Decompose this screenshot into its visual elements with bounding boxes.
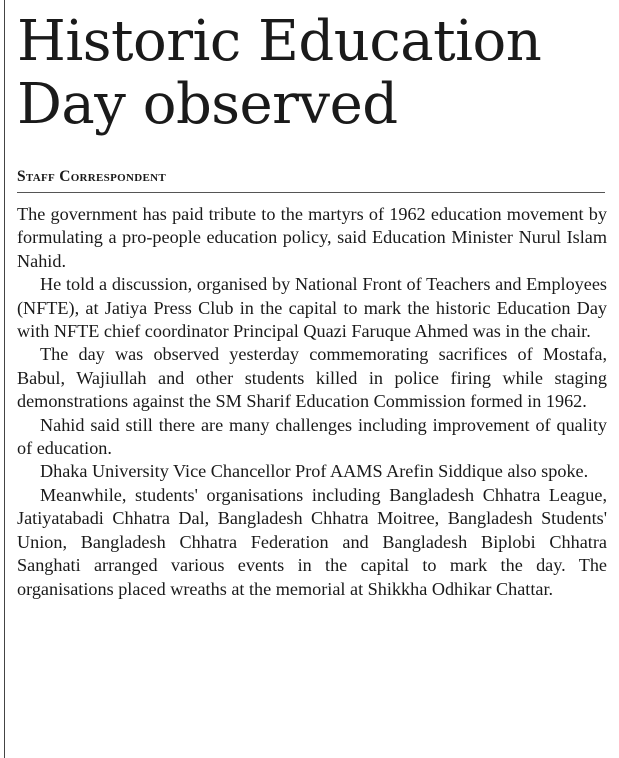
article — [17, 10, 607, 601]
column-divider — [4, 0, 5, 758]
headline — [17, 10, 607, 136]
paragraph-6: Meanwhile, students' organisations including Bangladesh Chhatra League, Jatiyatabadi Chhatra Dal, Bangladesh Chhatra Moitree, Bangladesh Students' Union, Bangladesh Chhatra Federation and Bangladesh Biplobi Chhatra Sanghati arranged various events in the capital to mark the day. The organisations placed wreaths at the memorial at Shikkha Odhikar Chattar. — [17, 484, 607, 599]
paragraph-1: The government has paid tribute to the martyrs of 1962 education movement by formulating a pro-people education policy, said Education Minister Nurul Islam Nahid. — [17, 204, 607, 271]
paragraph-5: Dhaka University Vice Chancellor Prof AAMS Arefin Siddique also spoke. — [40, 461, 589, 482]
article-body — [17, 203, 607, 601]
byline: Staff Correspondent — [17, 168, 166, 185]
paragraph-4: Nahid said still there are many challenges including improvement of quality of education. — [17, 414, 607, 459]
byline-divider — [17, 192, 605, 193]
paragraph-2: He told a discussion, organised by National Front of Teachers and Employees (NFTE), at Jatiya Press Club in the capital to mark the historic Education Day with NFTE chief coordinator Principal Quazi Faruque Ahmed was in the chair. — [17, 274, 607, 342]
headline-line-2: Day observed — [17, 72, 398, 137]
headline-line-1: Historic Education — [17, 9, 542, 74]
paragraph-3: The day was observed yesterday commemorating sacrifices of Mostafa, Babul, Wajiullah and other students killed in police firing while staging demonstrations against the SM Sharif Education Commission formed in 1962. — [17, 344, 607, 412]
